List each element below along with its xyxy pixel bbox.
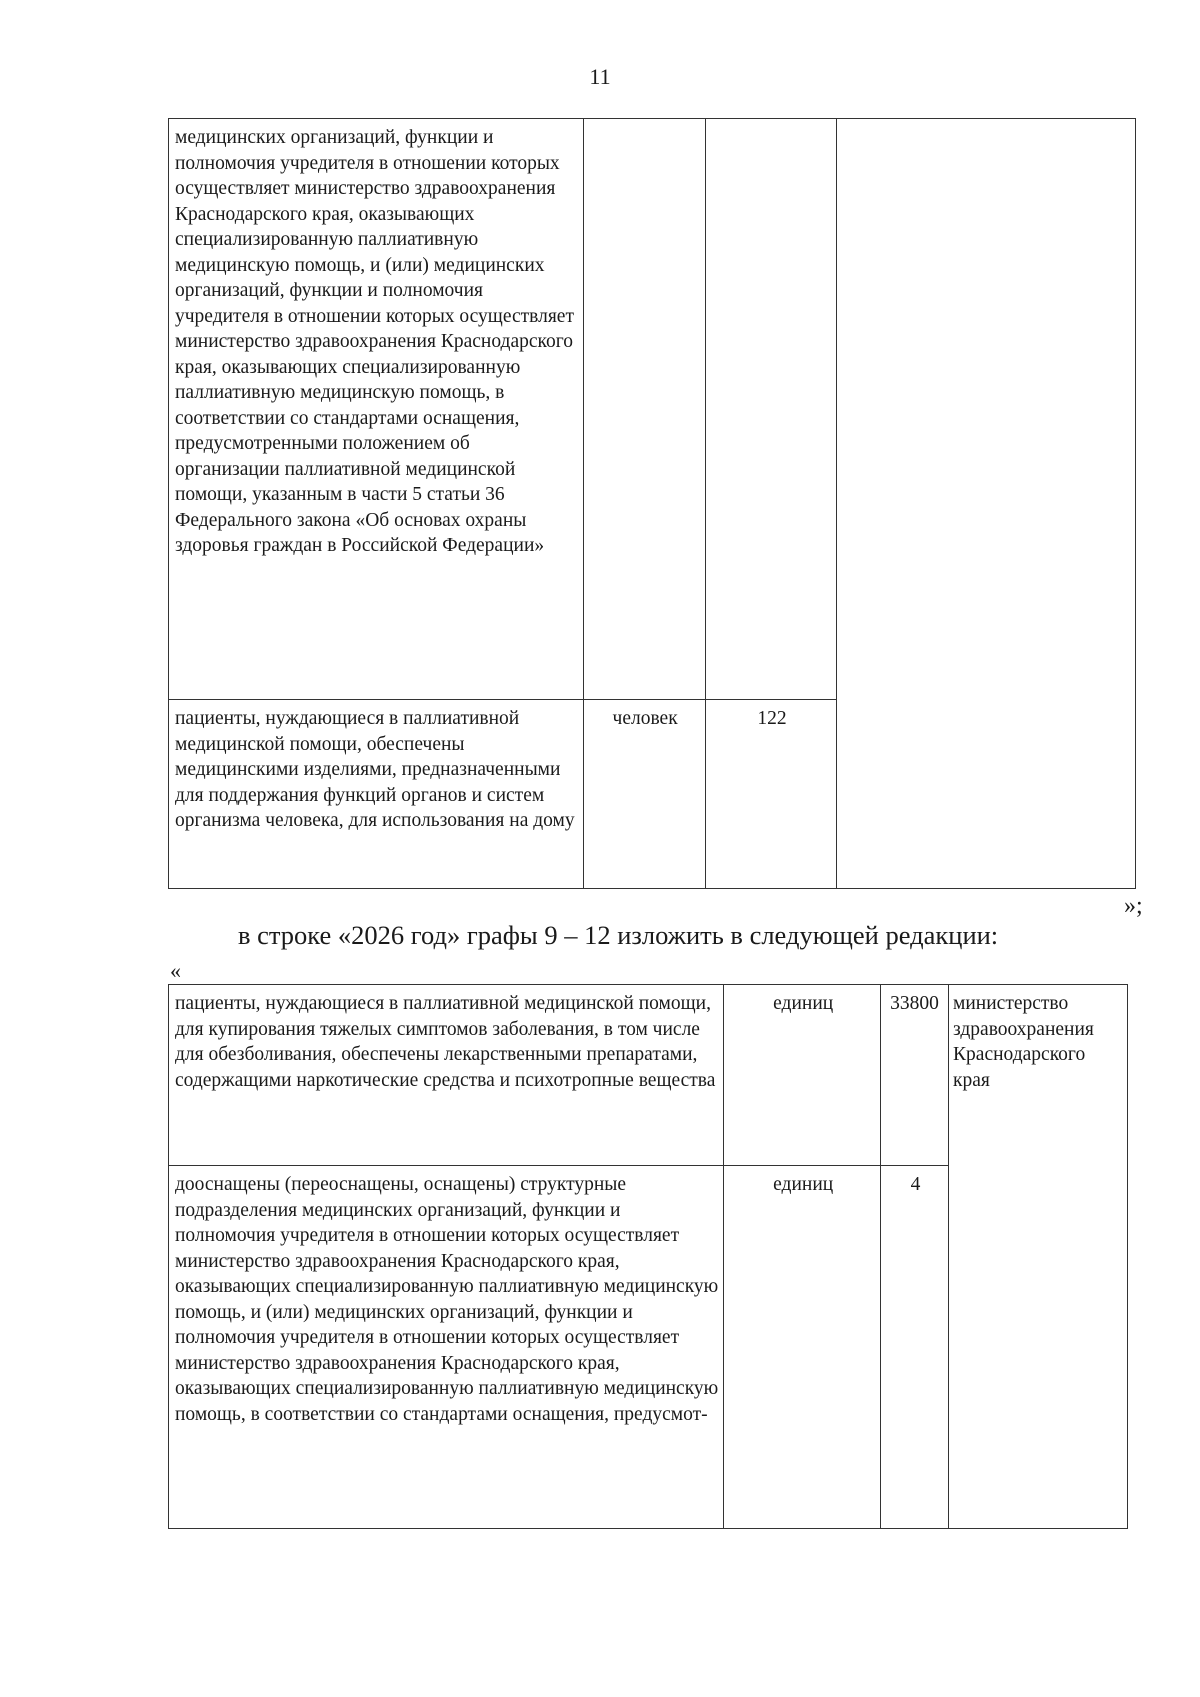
value-cell: 33800 <box>881 985 949 1166</box>
indicator-text-cell: дооснащены (переоснащены, оснащены) структурные подразделения медицинских организаций, функции и полномочия учредителя в отношении которых осуществляет министерство здравоохранения Краснодарского края, оказывающих специализированную паллиативную медицинскую помощь, и (или) медицинских организаций, функции и полномочия учредителя в отношении которых осуществляет министерство здравоохранения Краснодарского края, оказывающих специализированную паллиативную медицинскую помощь, в соответствии со стандартами оснащения, предусмот- <box>169 1166 724 1529</box>
opening-quote: « <box>170 958 181 983</box>
indicator-table-2026 <box>168 984 1128 1529</box>
indicator-text-cell: пациенты, нуждающиеся в паллиативной медицинской помощи, для купирования тяжелых симптомов заболевания, в том числе для обезболивания, обеспечены лекарственными препаратами, содержащими наркотические средства и психотропные вещества <box>169 985 724 1166</box>
responsible-cell: министерство здравоохранения Краснодарского края <box>949 985 1128 1529</box>
page-number: 11 <box>589 64 611 89</box>
table-row <box>169 119 1136 700</box>
responsible-cell <box>837 119 1136 889</box>
unit-cell: человек <box>583 700 705 889</box>
indicator-text-cell: медицинских организаций, функции и полномочия учредителя в отношении которых осуществляет министерство здравоохранения Краснодарского края, оказывающих специализированную паллиативную медицинскую помощь, и (или) медицинских организаций, функции и полномочия учредителя в отношении которых осуществляет министерство здравоохранения Краснодарского края, оказывающих специализированную паллиативную медицинскую помощь, в соответствии со стандартами оснащения, предусмотренными положением об организации паллиативной медицинской помощи, указанным в части 5 статьи 36 Федерального закона «Об основах охраны здоровья граждан в Российской Федерации» <box>169 119 584 700</box>
indicator-table-continued <box>168 118 1136 889</box>
indicator-text-cell: пациенты, нуждающиеся в паллиативной медицинской помощи, обеспечены медицинскими изделиями, предназначенными для поддержания функций органов и систем организма человека, для использования на дому <box>169 700 584 889</box>
value-cell: 4 <box>881 1166 949 1529</box>
unit-cell: единиц <box>724 1166 881 1529</box>
unit-cell: единиц <box>724 985 881 1166</box>
closing-quote: »; <box>1124 893 1143 919</box>
unit-cell <box>583 119 705 700</box>
value-cell <box>705 119 837 700</box>
table-row <box>169 985 1128 1166</box>
value-cell: 122 <box>705 700 837 889</box>
amendment-instruction: в строке «2026 год» графы 9 – 12 изложить в следующей редакции: <box>238 920 999 950</box>
